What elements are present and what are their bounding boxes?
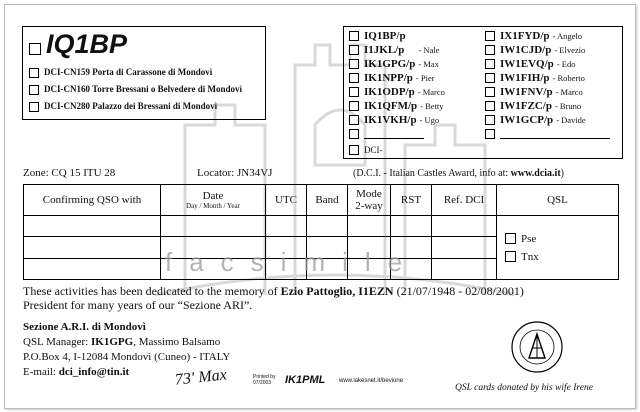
op-checkbox[interactable] [349,45,359,55]
op-right-blank [485,128,610,140]
email-link[interactable]: dci_info@tin.it [58,366,130,378]
op-checkbox[interactable] [485,59,495,69]
op-right-4: IW1FIH/p - Roberto [485,72,585,84]
dci-option-3: DCI-CN280 Palazzo dei Bressani di Mondovì [29,101,217,112]
cell[interactable] [348,216,391,237]
dedication-line-2: President for many years of our “Sezione ARI”. [23,298,253,312]
op-right-2: IW1CJD/p - Elvezio [485,44,585,56]
op-checkbox[interactable] [349,129,359,139]
ari-logo-icon [510,320,564,374]
op-left-dci: DCI- [349,144,383,156]
col-confirming: Confirming QSO with [24,185,161,216]
facsimile-watermark: facsimile [165,247,420,277]
table-header [24,185,619,216]
col-rst: RST [391,185,432,216]
locator: Locator: JN34VJ [197,167,273,179]
callsign-checkbox[interactable] [29,43,41,55]
op-left-blank [349,128,424,140]
op-left-7: IK1VKH/p - Ugo [349,114,439,126]
col-utc: UTC [266,185,307,216]
address: P.O.Box 4, I-12084 Mondovì (Cuneo) - ITALY [23,351,231,363]
op-left-2: I1JKL/p - Nale [349,44,439,56]
callsign: IQ1BP [46,29,128,59]
op-left-3: IK1GPG/p - Max [349,58,439,70]
op-right-3: IW1EVQ/p - Edo [485,58,575,70]
dci-checkbox-2[interactable] [29,85,39,95]
op-checkbox[interactable] [349,101,359,111]
callsign-row [29,29,127,60]
pse-checkbox[interactable] [505,233,516,244]
email-line: E-mail: dci_info@tin.it [23,366,130,378]
cell[interactable] [24,216,161,237]
op-right-1: IX1FYD/p - Angelo [485,30,582,42]
tnx-option: Tnx [505,251,618,263]
printed-by: Printed by 07/2003 [253,374,276,386]
op-left-4: IK1NPP/p - Pier [349,72,435,84]
op-checkbox[interactable] [485,115,495,125]
col-date: Date Day / Month / Year [161,185,266,216]
col-band: Band [307,185,348,216]
cell[interactable] [432,216,497,237]
op-checkbox[interactable] [349,59,359,69]
table-row [24,216,619,237]
printer-call: IK1PML [285,374,326,386]
op-checkbox[interactable] [485,73,495,83]
op-checkbox[interactable] [349,31,359,41]
op-checkbox[interactable] [349,87,359,97]
op-checkbox[interactable] [485,101,495,111]
op-left-1: IQ1BP/p [349,30,409,42]
dci-checkbox-3[interactable] [29,102,39,112]
dedication-line-1: These activities has been dedicated to the memory of Ezio Pattoglio, I1EZN (21/07/1948 - 02/08/2001) [23,284,524,298]
cell[interactable] [161,216,266,237]
tnx-checkbox[interactable] [505,251,516,262]
op-checkbox[interactable] [485,129,495,139]
donation-note: QSL cards donated by his wife Irene [455,383,593,393]
award-link[interactable]: www.dcia.it [510,168,561,179]
op-checkbox[interactable] [485,31,495,41]
dci-checkbox-1[interactable] [29,68,39,78]
section-name: Sezione A.R.I. di Mondovì [23,321,146,333]
op-checkbox[interactable] [485,45,495,55]
cell[interactable] [391,216,432,237]
op-checkbox[interactable] [349,145,359,155]
op-right-5: IW1FNV/p - Marco [485,86,583,98]
cell[interactable] [24,258,161,279]
op-checkbox[interactable] [485,87,495,97]
award-info: (D.C.I. - Italian Castles Award, info at: www.dcia.it) [353,168,564,179]
dci-option-2: DCI-CN160 Torre Bressani o Belvedere di Mondovì [29,84,242,95]
col-qsl: QSL [497,185,619,216]
qsl-cell [497,216,619,280]
op-checkbox[interactable] [349,73,359,83]
pse-option: Pse [505,233,618,245]
cell[interactable] [24,237,161,258]
col-ref-dci: Ref. DCI [432,185,497,216]
op-left-6: IK1QFM/p - Betty [349,100,444,112]
col-mode: Mode 2-way [348,185,391,216]
op-checkbox[interactable] [349,115,359,125]
zone-info: Zone: CQ 15 ITU 28 [23,167,116,179]
cell[interactable] [432,258,497,279]
op-right-7: IW1GCP/p - Davide [485,114,586,126]
cell[interactable] [266,216,307,237]
cell[interactable] [307,216,348,237]
cell[interactable] [432,237,497,258]
signature: 73' Max [174,366,228,389]
dci-option-1: DCI-CN159 Porta di Carassone di Mondovì [29,67,212,78]
printer-url[interactable]: www.lakesnet.it/bevione [339,378,404,384]
qsl-card [4,4,636,409]
op-left-5: IK1ODP/p - Marco [349,86,445,98]
op-right-6: IW1FZC/p - Bruno [485,100,581,112]
qsl-manager: QSL Manager: IK1GPG, Massimo Balsamo [23,336,221,348]
